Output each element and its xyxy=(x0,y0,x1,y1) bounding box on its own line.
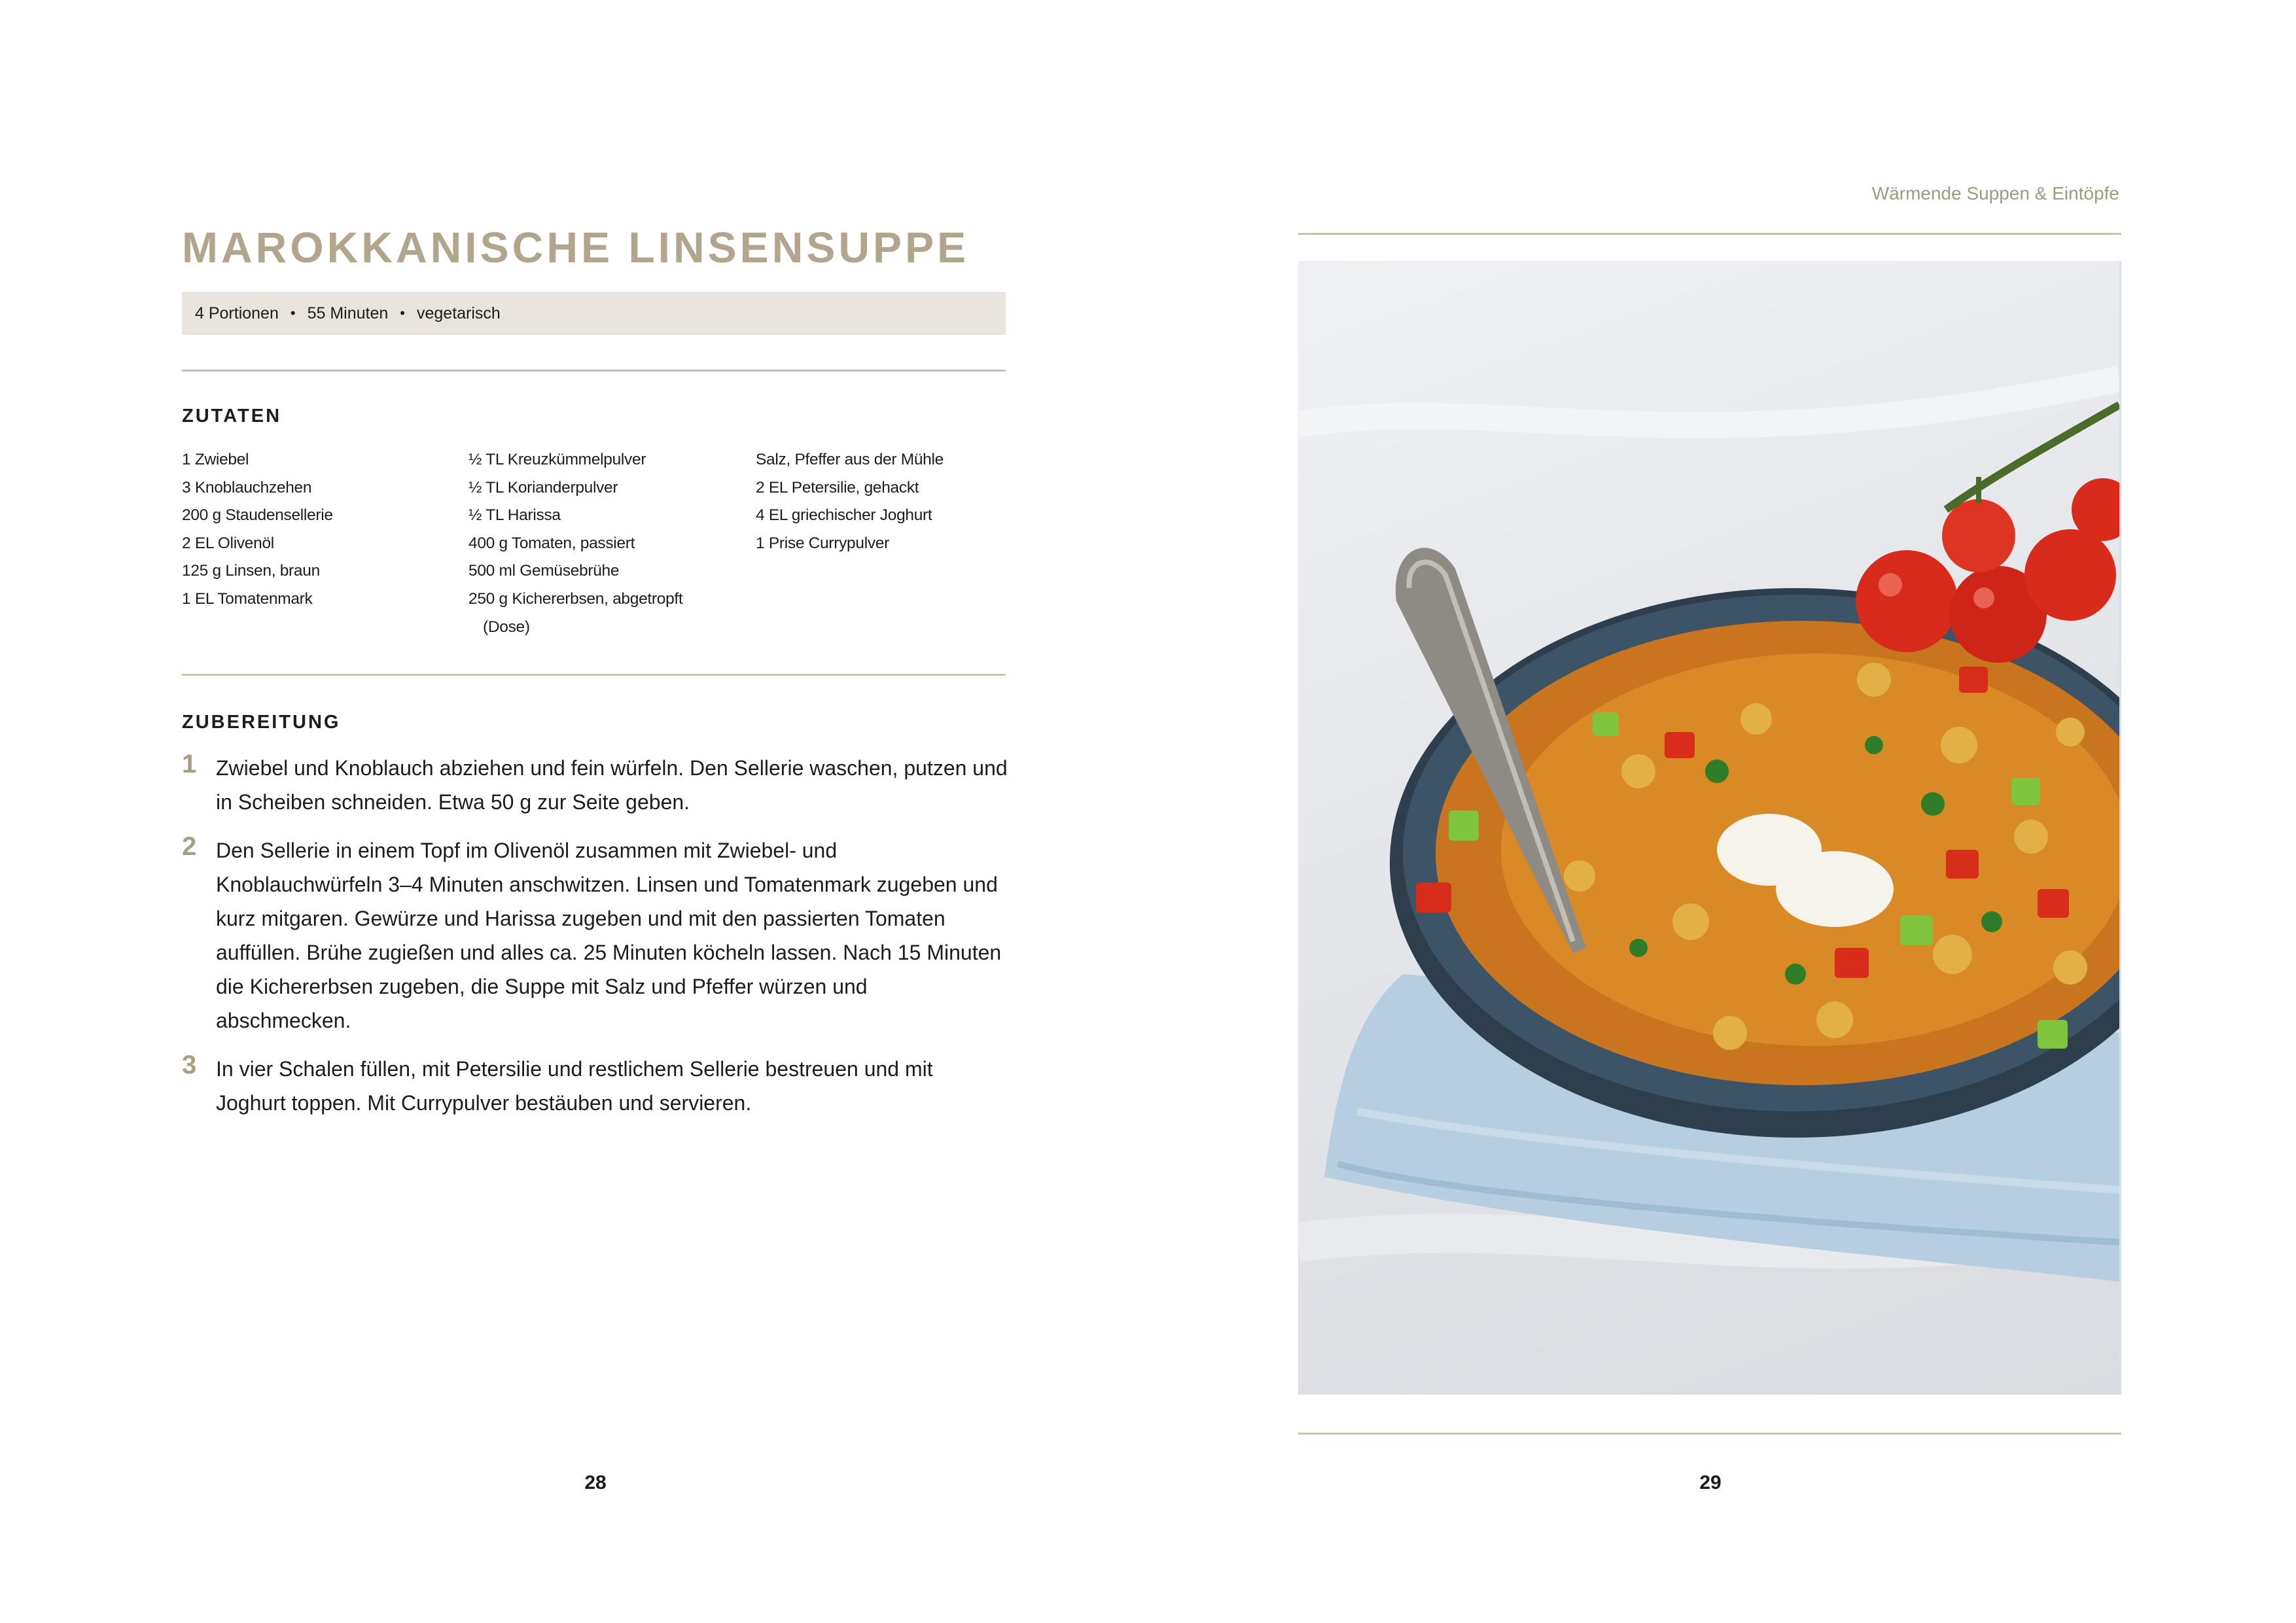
step-text: In vier Schalen füllen, mit Petersilie und restlichem Sellerie bestreuen und mit Joghurt toppen. Mit Currypulver bestäuben und servieren. xyxy=(216,1057,933,1115)
recipe-title: MAROKKANISCHE LINSENSUPPE xyxy=(182,223,970,271)
divider xyxy=(1298,1433,2121,1435)
step-number: 3 xyxy=(182,1051,197,1079)
ingredients-column-2 xyxy=(468,446,682,641)
running-head: Wärmende Suppen & Eintöpfe xyxy=(1871,183,2119,203)
method-steps xyxy=(182,751,1006,1134)
ingredient-item: 125 g Linsen, braun xyxy=(182,562,320,580)
divider xyxy=(182,370,1006,372)
divider xyxy=(1298,233,2121,235)
recipe-photo xyxy=(1298,261,2121,1395)
ingredients-heading: ZUTATEN xyxy=(182,406,282,427)
method-heading: ZUBEREITUNG xyxy=(182,712,341,733)
ingredient-item-continuation: (Dose) xyxy=(483,618,530,636)
ingredient-item: ½ TL Korianderpulver xyxy=(468,478,618,497)
meta-separator: • xyxy=(290,305,296,321)
step-number: 1 xyxy=(182,750,197,778)
ingredient-item: 200 g Staudensellerie xyxy=(182,506,333,525)
right-page xyxy=(1148,0,2296,1623)
step-number: 2 xyxy=(182,832,197,861)
cooking-time: 55 Minuten xyxy=(307,304,389,323)
divider xyxy=(182,674,1006,676)
ingredient-item: ½ TL Kreuzkümmelpulver xyxy=(468,451,646,468)
ingredient-item: 400 g Tomaten, passiert xyxy=(468,534,635,552)
ingredient-item: 2 EL Petersilie, gehackt xyxy=(756,478,919,497)
page-number: 29 xyxy=(1699,1472,1722,1493)
recipe-meta-bar xyxy=(182,292,1006,335)
page-number: 28 xyxy=(584,1472,607,1493)
ingredient-item: 4 EL griechischer Joghurt xyxy=(756,506,932,525)
step-text: Zwiebel und Knoblauch abziehen und fein würfeln. Den Sellerie waschen, putzen und in Scheiben schneiden. Etwa 50 g zur Seite geben. xyxy=(216,756,1008,814)
method-step xyxy=(182,751,1006,819)
method-step xyxy=(182,833,1006,1038)
ingredient-item: 1 EL Tomatenmark xyxy=(182,589,313,608)
servings: 4 Portionen xyxy=(195,304,279,323)
ingredient-item: 250 g Kichererbsen, abgetropft xyxy=(468,589,683,608)
ingredient-item: 2 EL Olivenöl xyxy=(182,534,274,552)
ingredients-column-1 xyxy=(182,446,333,614)
ingredient-item: 1 Zwiebel xyxy=(182,451,249,468)
ingredient-item: ½ TL Harissa xyxy=(468,506,561,525)
ingredients-column-3 xyxy=(756,446,944,557)
ingredient-item: 500 ml Gemüsebrühe xyxy=(468,562,620,580)
diet-tag: vegetarisch xyxy=(416,304,501,323)
step-text: Den Sellerie in einem Topf im Olivenöl zusammen mit Zwiebel- und Knoblauchwürfeln 3–4 Minuten anschwitzen. Linsen und Tomatenmark zugeben und kurz mitgaren. Gewürze und Harissa zugeben und mit den passierten Tomaten auffüllen. Brühe zugießen und alles ca. 25 Minuten köcheln lassen. Nach 15 Minuten die Kichererbsen zugeben, die Suppe mit Salz und Pfeffer würzen und abschmecken. xyxy=(216,839,1002,1032)
meta-separator: • xyxy=(400,305,405,321)
ingredient-item: 3 Knoblauchzehen xyxy=(182,478,312,497)
ingredient-item: 1 Prise Currypulver xyxy=(756,534,889,552)
ingredient-item: Salz, Pfeffer aus der Mühle xyxy=(756,451,944,468)
soup-bowl-illustration xyxy=(1298,261,2119,1395)
method-step xyxy=(182,1052,1006,1120)
